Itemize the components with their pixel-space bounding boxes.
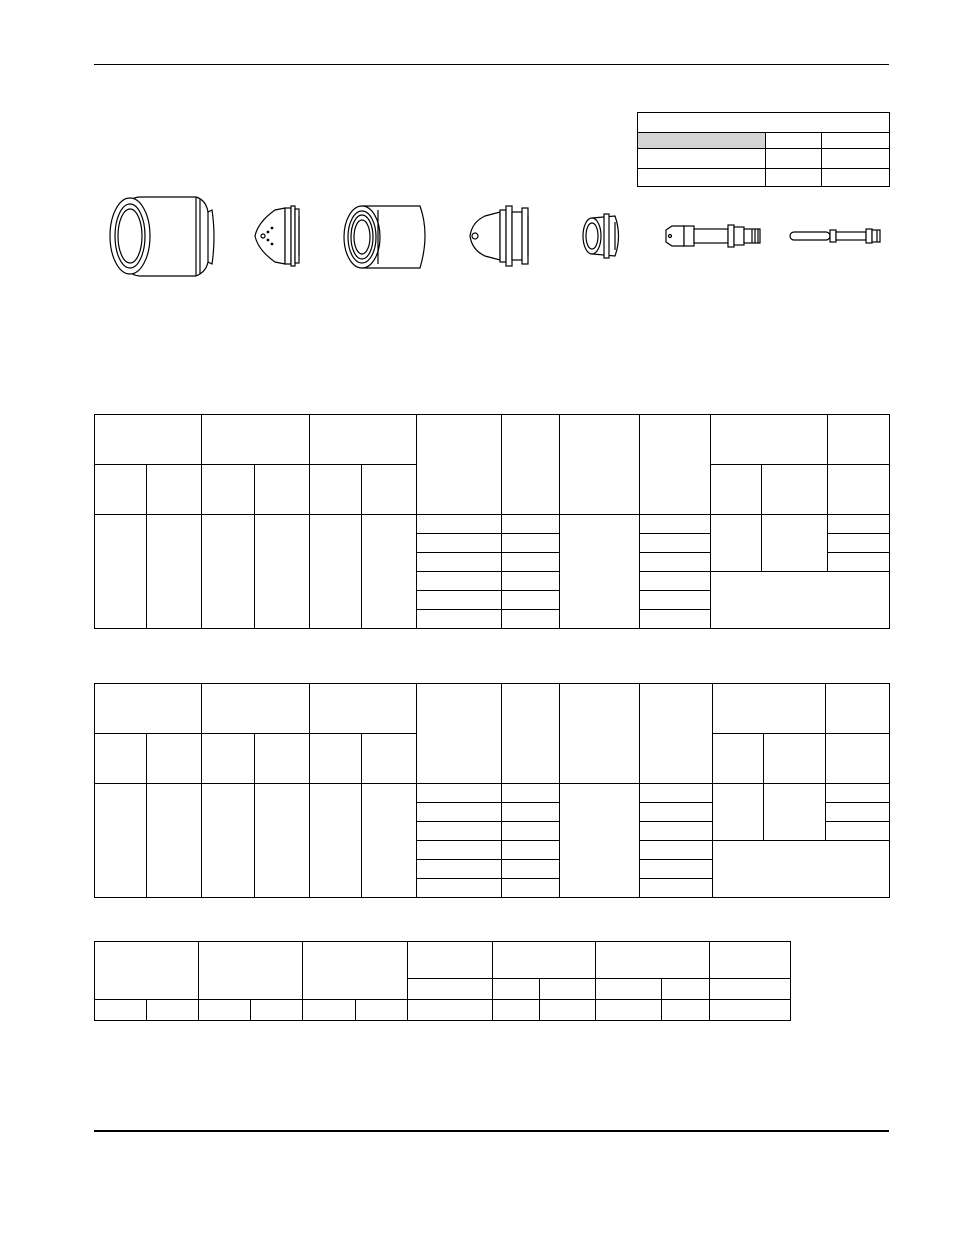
subheader-cell <box>362 734 417 784</box>
shield-cap-icon <box>255 206 299 266</box>
header-cell <box>826 684 890 734</box>
data-cell <box>826 822 890 841</box>
nozzle-icon <box>470 206 528 266</box>
data-cell <box>502 879 560 898</box>
subheader-cell <box>764 734 826 784</box>
data-cell <box>640 534 711 553</box>
data-cell <box>95 515 147 629</box>
data-cell <box>640 860 713 879</box>
header-cell <box>711 415 828 465</box>
legend-cell <box>766 149 822 169</box>
header-cell <box>95 415 202 465</box>
data-cell <box>502 515 560 534</box>
data-cell <box>502 591 560 610</box>
subheader-cell <box>95 734 147 784</box>
data-cell <box>640 515 711 534</box>
legend-cell <box>638 149 766 169</box>
consumable-parts-illustration <box>100 192 895 282</box>
header-cell <box>202 415 310 465</box>
data-cell <box>711 515 762 572</box>
data-cell <box>356 1000 408 1021</box>
subheader-cell <box>202 734 255 784</box>
legend-cell <box>638 169 766 187</box>
data-cell <box>502 803 560 822</box>
data-cell <box>493 1000 540 1021</box>
header-cell <box>596 942 710 979</box>
data-cell <box>710 1000 791 1021</box>
data-cell <box>640 784 713 803</box>
data-cell <box>417 534 502 553</box>
data-cell <box>417 784 502 803</box>
data-cell <box>255 515 310 629</box>
data-cell <box>417 879 502 898</box>
subheader-cell <box>255 465 310 515</box>
header-cell <box>199 942 303 1000</box>
data-cell <box>502 784 560 803</box>
data-cell <box>147 515 202 629</box>
data-cell <box>202 515 255 629</box>
data-cell <box>95 784 147 898</box>
shield-icon <box>110 197 214 276</box>
data-cell <box>560 515 640 629</box>
data-cell <box>828 534 890 553</box>
header-cell <box>408 942 493 979</box>
subheader-cell <box>493 979 540 1000</box>
header-cell <box>95 684 202 734</box>
subheader-cell <box>202 465 255 515</box>
subheader-cell <box>828 465 890 515</box>
subheader-cell <box>147 465 202 515</box>
data-cell <box>408 1000 493 1021</box>
legend-table <box>637 112 890 187</box>
data-cell <box>417 553 502 572</box>
legend-cell <box>766 169 822 187</box>
legend-cell <box>822 169 890 187</box>
data-cell <box>713 841 890 898</box>
subheader-cell <box>762 465 828 515</box>
data-cell <box>362 784 417 898</box>
data-cell <box>828 553 890 572</box>
header-cell <box>640 684 713 784</box>
data-cell <box>640 803 713 822</box>
subheader-cell <box>310 734 362 784</box>
subheader-cell <box>662 979 710 1000</box>
header-cell <box>95 942 199 1000</box>
data-cell <box>417 841 502 860</box>
footer-rule <box>94 1130 889 1132</box>
swirl-ring-icon <box>583 214 619 258</box>
subheader-cell <box>710 979 791 1000</box>
data-cell <box>640 553 711 572</box>
subheader-cell <box>713 734 764 784</box>
data-cell <box>199 1000 251 1021</box>
header-cell <box>310 415 417 465</box>
data-cell <box>502 572 560 591</box>
data-cell <box>640 572 711 591</box>
data-cell <box>202 784 255 898</box>
subheader-cell <box>95 465 147 515</box>
electrode-icon <box>666 225 760 247</box>
legend-header-cell <box>766 133 822 149</box>
process-table-1 <box>94 414 890 629</box>
data-cell <box>502 860 560 879</box>
data-cell <box>828 515 890 534</box>
data-cell <box>502 553 560 572</box>
water-tube-icon <box>790 229 880 243</box>
subheader-cell <box>711 465 762 515</box>
legend-header-cell <box>638 133 766 149</box>
data-cell <box>362 515 417 629</box>
subheader-cell <box>408 979 493 1000</box>
data-cell <box>640 879 713 898</box>
data-cell <box>540 1000 596 1021</box>
data-cell <box>640 591 711 610</box>
data-cell <box>417 515 502 534</box>
data-cell <box>502 841 560 860</box>
data-cell <box>826 784 890 803</box>
data-cell <box>417 822 502 841</box>
header-cell <box>417 684 502 784</box>
data-cell <box>502 822 560 841</box>
process-table-2 <box>94 683 890 898</box>
subheader-cell <box>826 734 890 784</box>
data-cell <box>147 1000 199 1021</box>
subheader-cell <box>255 734 310 784</box>
header-cell <box>303 942 408 1000</box>
data-cell <box>303 1000 356 1021</box>
data-cell <box>560 784 640 898</box>
header-cell <box>417 415 502 515</box>
data-cell <box>417 803 502 822</box>
data-cell <box>417 610 502 629</box>
data-cell <box>95 1000 147 1021</box>
data-cell <box>310 515 362 629</box>
header-cell <box>310 684 417 734</box>
subheader-cell <box>540 979 596 1000</box>
data-cell <box>762 515 828 572</box>
data-cell <box>596 1000 662 1021</box>
header-cell <box>502 415 560 515</box>
subheader-cell <box>310 465 362 515</box>
header-cell <box>710 942 791 979</box>
header-cell <box>828 415 890 465</box>
header-cell <box>560 684 640 784</box>
data-cell <box>502 610 560 629</box>
data-cell <box>640 841 713 860</box>
data-cell <box>417 591 502 610</box>
data-cell <box>713 784 764 841</box>
header-cell <box>640 415 711 515</box>
header-cell <box>713 684 826 734</box>
header-cell <box>493 942 596 979</box>
data-cell <box>662 1000 710 1021</box>
data-cell <box>826 803 890 822</box>
header-rule <box>94 64 889 65</box>
data-cell <box>764 784 826 841</box>
subheader-cell <box>147 734 202 784</box>
header-cell <box>560 415 640 515</box>
header-cell <box>502 684 560 784</box>
legend-cell <box>822 149 890 169</box>
subheader-cell <box>362 465 417 515</box>
subheader-cell <box>596 979 662 1000</box>
data-cell <box>147 784 202 898</box>
data-cell <box>310 784 362 898</box>
data-cell <box>417 572 502 591</box>
header-cell <box>202 684 310 734</box>
data-cell <box>255 784 310 898</box>
legend-title-cell <box>638 113 890 133</box>
legend-header-cell <box>822 133 890 149</box>
data-cell <box>502 534 560 553</box>
data-cell <box>711 572 890 629</box>
data-cell <box>417 860 502 879</box>
data-cell <box>640 610 711 629</box>
retaining-cap-icon <box>344 206 425 268</box>
process-table-3 <box>94 941 791 1021</box>
data-cell <box>251 1000 303 1021</box>
data-cell <box>640 822 713 841</box>
